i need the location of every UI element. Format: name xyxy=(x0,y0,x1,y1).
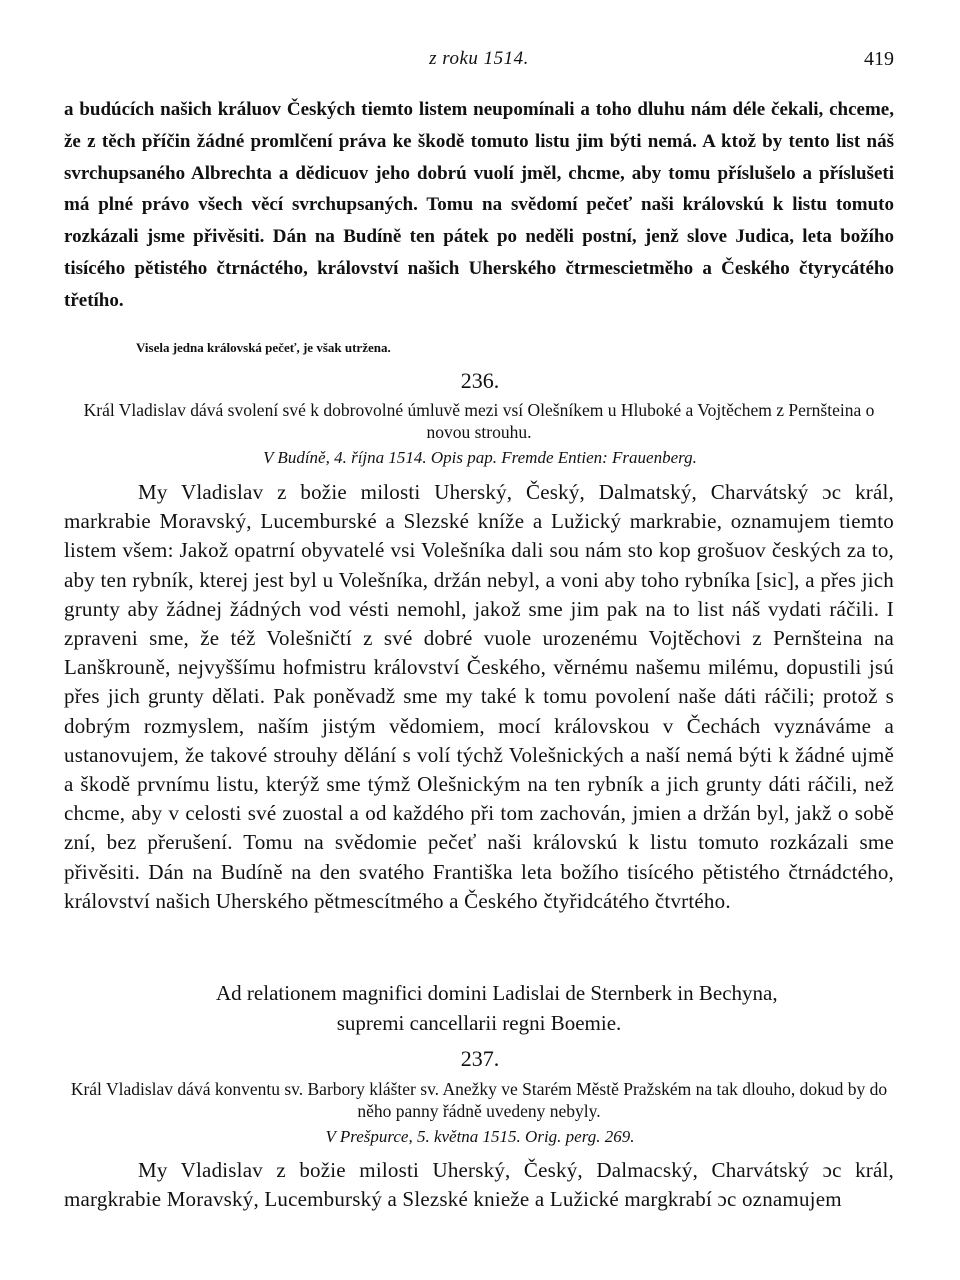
seal-note: Visela jedna královská pečeť, je však utržena. xyxy=(136,340,391,355)
signature-line-1: Ad relationem magnifici domini Ladislai de Sternberk in Bechyna, xyxy=(216,981,778,1005)
page-number: 419 xyxy=(864,48,894,70)
doc235-closing-paragraph: a budúcích našich králuov Českých tiemto listem neupomínali a toho dluhu nám déle čekali, chceme, že z těch příčin žádné promlčení práva ke škodě tomuto listu jim býti nemá. A ktož by tento list náš svrchupsaného Albrechta a dědicuov jeho dobrú vuolí jměl, chcme, aby tomu příslušelo a příslušeti má plné právo všech věcí svrchupsaných. Tomu na svědomí pečeť naši královskú k listu tomuto rozkázali jsme přivěsiti. Dán na Budíně ten pátek po neděli postní, jenž slove Judica, leta božího tisícého pětistého čtrnáctého, království našich Uherského čtrmescietměho a Českého čtyrycátého třetího. xyxy=(64,99,894,311)
document-number-237: 237. xyxy=(460,1046,500,1071)
running-title: z roku 1514. xyxy=(429,48,529,69)
regest-237: Král Vladislav dává konventu sv. Barbory klášter sv. Anežky ve Starém Městě Pražském na tak dlouho, dokud by do něho panny řádně uvedeny nebyly. xyxy=(70,1079,888,1121)
signature-line-2: supremi cancellarii regni Boemie. xyxy=(336,1011,622,1035)
source-line-236: V Budíně, 4. října 1514. Opis pap. Fremde Entien: Frauenberg. xyxy=(263,448,697,467)
source-line-237: V Prešpurce, 5. května 1515. Orig. perg. 269. xyxy=(325,1127,635,1146)
document-text-237: My Vladislav z božie milosti Uherský, Český, Dalmacský, Charvátský ɔc král, margkrabie Moravský, Lucemburský a Slezské knieže a Lužické margkrabí ɔc oznamujem xyxy=(64,1158,894,1212)
regest-236: Král Vladislav dává svolení své k dobrovolné úmluvě mezi vsí Olešníkem u Hluboké a Vojtěchem z Pernšteina o novou strouhu. xyxy=(83,400,875,442)
document-text-236: My Vladislav z božie milosti Uherský, Český, Dalmatský, Charvátský ɔc král, markrabie Moravský, Lucemburské a Slezské kníže a Lužický markrabie, oznamujem tiemto listem všem: Jakož opatrní obyvatelé vsi Volešníka dali sou nám sto kop grošuov českých za to, aby ten rybník, kterej jest byl u Volešníka, držán nebyl, a voni aby toho rybníka [sic], a přes jich grunty aby žádnej žádných vod vésti nemohl, jakož sme jim pak na to list náš vydati ráčili. I zpraveni sme, že též Volešničtí z své dobré vuole urozenému Vojtěchovi z Pernšteina na Lanškrouně, nejvyššímu hofmistru království Českého, věrnému našemu milému, dopustili jsú přes jich grunty dělati. Pak poněvadž sme my také k tomu povolení naše dáti ráčili; protož s dobrým rozmyslem, naším jistým vědomiem, mocí královskou v Čechách vyznáváme a ustanovujem, že takové strouhy dělání s volí týchž Volešnických a naší nemá býti k žádné ujmě a škodě prvnímu listu, kterýž sme týmž Olešnickým na ten rybník a jich grunty dáti ráčili, než chcme, aby v celosti své zuostal a od každého při tom zachován, jmien a držán byl, jakž o sobě zní, bez přerušení. Tomu na svědomie pečeť naši královskú k listu tomuto rozkázali sme přivěsiti. Dán na Budíně na den svatého Františka leta božího tisícého pětistého čtrnádctého, království našich Uherského pětmescítmého a Českého čtyřidcátého čtvrtého. xyxy=(64,480,894,913)
page-header xyxy=(64,48,894,74)
document-number-236: 236. xyxy=(460,368,500,393)
